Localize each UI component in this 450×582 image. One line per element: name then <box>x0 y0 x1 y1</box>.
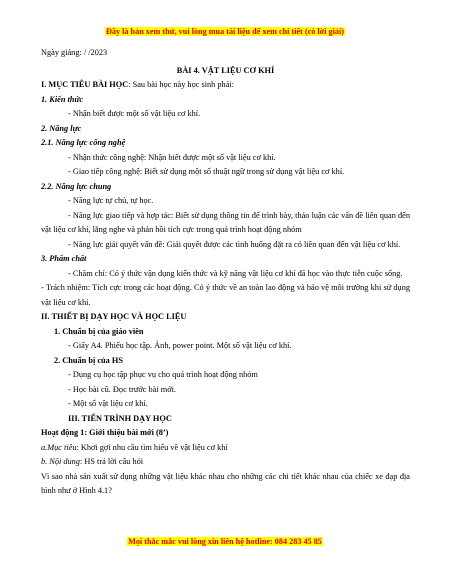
nang-luc-cong-nghe-item-2: - Giao tiếp công nghệ: Biết sử dụng một số thuật ngữ trong sử dụng vật liệu cơ khí. <box>68 167 345 176</box>
nang-luc-cong-nghe-item-1: - Nhận thức công nghệ: Nhận biết được một số vật liệu cơ khí. <box>68 152 276 162</box>
nang-luc-chung-item-3: - Năng lực giải quyết vấn đề: Giải quyết được các tình huống đặt ra có liên quan đến vật liệu cơ khí. <box>68 239 401 249</box>
activity-1-question: Vì sao nhà sản xuất sử dụng những vật liệu khác nhau cho những các chi tiết khác nhau của chiếc xe đạp địa hình như ở Hình 4.1? <box>41 471 410 495</box>
contact-banner-bottom <box>0 537 450 546</box>
heading-pham-chat: 3. Phẩm chất <box>41 254 87 263</box>
hs-item-2: - Học bài cũ. Đọc trước bài mới. <box>68 384 176 394</box>
kien-thuc-item-1: - Nhận biết được một số vật liệu cơ khí. <box>68 109 201 118</box>
nang-luc-chung-item-1: - Năng lực tự chủ, tự học. <box>68 196 154 205</box>
activity-1-content <box>41 455 410 470</box>
activity-1-goal <box>41 441 410 456</box>
gv-item-1: - Giấy A4. Phiếu học tập. Ảnh, power point. Một số vật liệu cơ khí. <box>68 341 292 350</box>
section-1-heading: I. MỤC TIÊU BÀI HỌC <box>41 80 129 89</box>
lesson-title: BÀI 4. VẬT LIỆU CƠ KHÍ <box>176 65 275 75</box>
activity-1-content-label: b. Nội dung <box>41 457 80 466</box>
activity-1-heading: Hoạt động 1: Giới thiệu bài mới (8’) <box>41 428 169 437</box>
preview-banner-top-text: Đây là bản xem thử, vui lòng mua tài liệu để xem chi tiết (có lời giải) <box>105 27 344 36</box>
pham-chat-item-1: - Chăm chỉ: Có ý thức vận dụng kiến thức và kỹ năng vật liệu cơ khí đã học vào thực tiễn cuộc sống. <box>68 268 403 278</box>
heading-kien-thuc: 1. Kiến thức <box>41 94 84 104</box>
section-1-heading-line <box>41 78 410 93</box>
nang-luc-chung-item-2: - Năng lực giao tiếp và hợp tác: Biết sử dụng thông tin để trình bày, thảo luận các vấn đề liên quan đến vật liệu cơ khí, lắng nghe và phản hồi tích cực trong quá trình hoạt động nhóm <box>41 210 410 234</box>
activity-1-goal-text: : Khơi gợi nhu cầu tìm hiểu về vật liệu cơ khí <box>76 442 228 452</box>
heading-chuan-bi-hs: 2. Chuẩn bị của HS <box>54 355 123 365</box>
document-body <box>41 44 410 499</box>
activity-1-goal-label: a.Mục tiêu <box>41 442 77 452</box>
pham-chat-item-2: - Trách nhiệm: Tích cực trong các hoạt động. Có ý thức về an toàn lao động và bảo vệ môi trường khi sử dụng vật liệu cơ khí. <box>41 283 410 307</box>
contact-banner-bottom-text: Mọi thắc mắc vui lòng xin liên hệ hotline: 084 283 45 85 <box>128 537 322 546</box>
heading-nang-luc: 2. Năng lực <box>41 123 82 133</box>
section-3-heading: III. TIẾN TRÌNH DẠY HỌC <box>68 413 172 423</box>
heading-nang-luc-cong-nghe: 2.1. Năng lực công nghệ <box>41 138 126 147</box>
activity-1-content-text: : HS trả lời câu hỏi <box>79 457 144 466</box>
date-line: Ngày giảng: / /2023 <box>41 48 108 57</box>
section-2-heading: II. THIẾT BỊ DẠY HỌC VÀ HỌC LIỆU <box>41 312 187 321</box>
section-1-intro: : Sau bài học này học sinh phải: <box>128 80 234 89</box>
heading-nang-luc-chung: 2.2. Năng lực chung <box>41 181 112 191</box>
hs-item-3: - Một số vật liệu cơ khí. <box>68 399 148 408</box>
preview-banner-top <box>0 27 450 36</box>
hs-item-1: - Dụng cụ học tập phục vụ cho quá trình hoạt động nhóm <box>68 370 258 379</box>
heading-chuan-bi-gv: 1. Chuẩn bị của giáo viên <box>54 326 144 336</box>
